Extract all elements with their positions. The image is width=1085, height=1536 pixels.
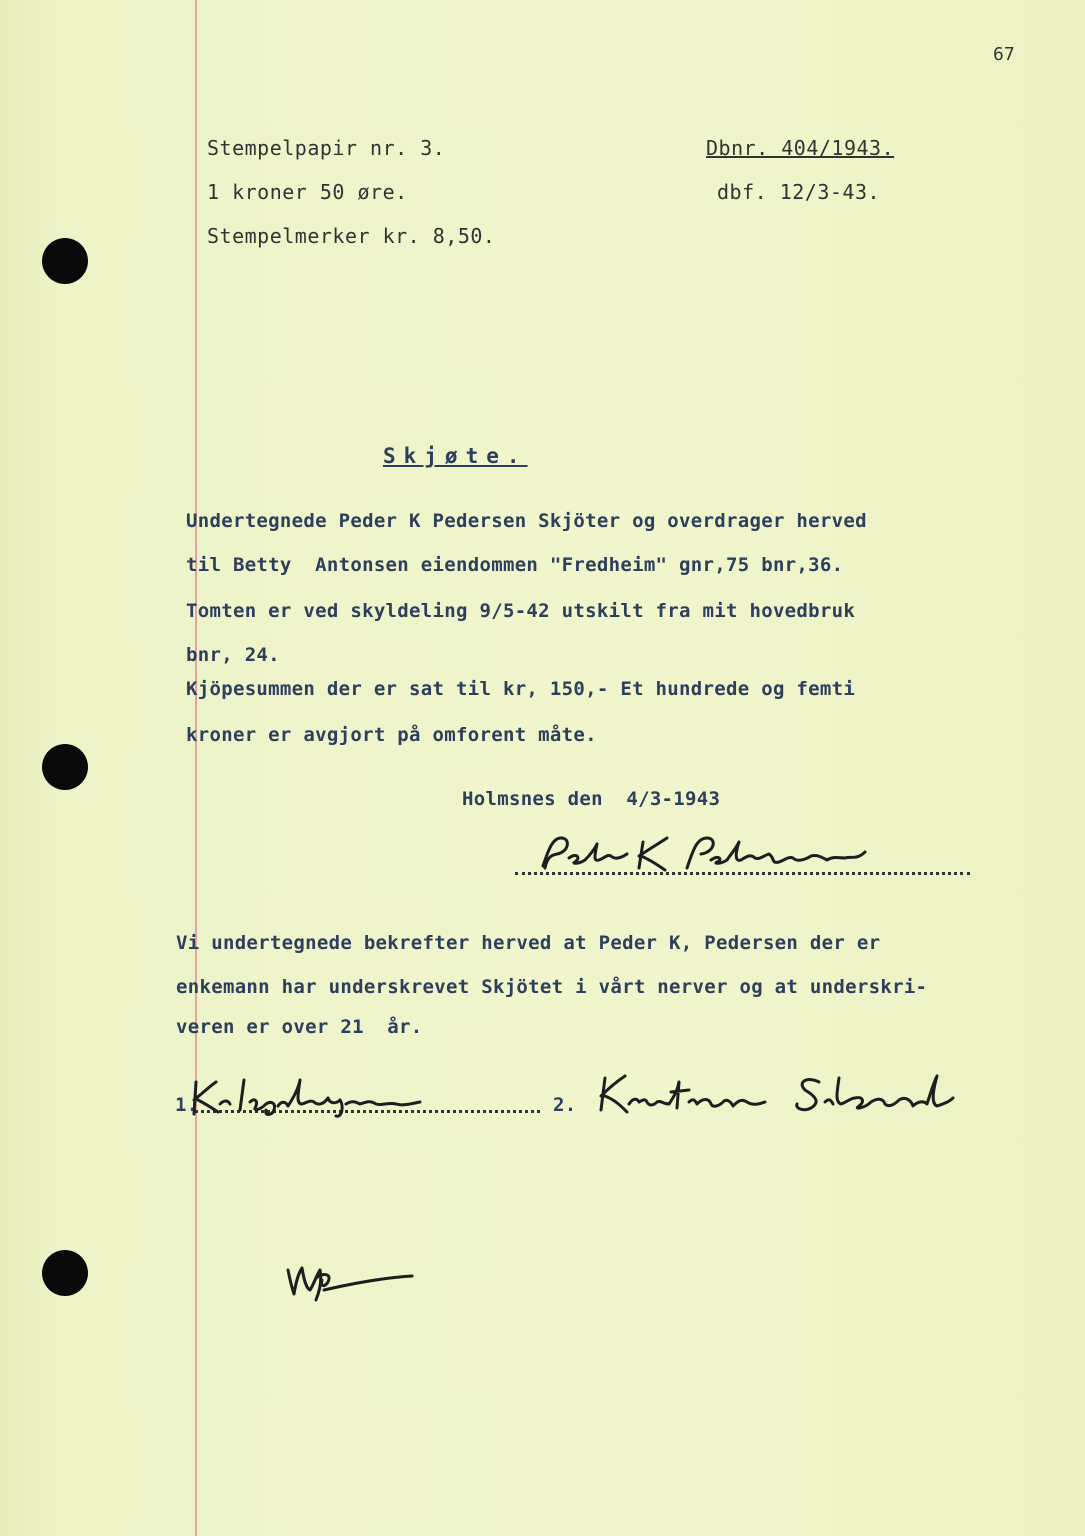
stamp-marks-line: Stempelmerker kr. 8,50. [207,224,496,248]
paragraph2-line1: Vi undertegnede bekrefter herved at Peder K, Pedersen der er [176,932,881,954]
margin-line [195,0,197,1536]
price-line: 1 kroner 50 øre. [207,180,408,204]
punch-hole-middle [42,744,88,790]
page-number: 67 [993,44,1015,65]
paragraph1-line5: Kjöpesummen der er sat til kr, 150,- Et hundrede og femti [186,678,856,700]
paragraph1-line6: kroner er avgjort på omforent måte. [186,724,597,746]
stamp-paper-line: Stempelpapir nr. 3. [207,136,446,160]
punch-hole-top [42,238,88,284]
paragraph1-line2: til Betty Antonsen eiendommen "Fredheim" gnr,75 bnr,36. [186,554,844,576]
registration-date: dbf. 12/3-43. [717,180,881,204]
document-number: Dbnr. 404/1943. [706,136,895,160]
witness2-signature [593,1068,993,1122]
paragraph2-line2: enkemann har underskrevet Skjötet i vårt nerver og at underskri- [176,976,928,998]
witness2-number: 2. [553,1094,577,1116]
witness1-number: 1. [175,1094,199,1116]
paragraph1-line1: Undertegnede Peder K Pedersen Skjöter og overdrager herved [186,510,867,532]
punch-hole-bottom [42,1250,88,1296]
document-title: Skjøte. [383,444,528,468]
paragraph1-line4: bnr, 24. [186,644,280,666]
seller-signature [535,828,905,876]
paragraph1-line3: Tomten er ved skyldeling 9/5-42 utskilt fra mit hovedbruk [186,600,856,622]
place-date: Holmsnes den 4/3-1943 [462,788,721,810]
witness1-signature [190,1070,430,1120]
paragraph2-line3: veren er over 21 år. [176,1016,423,1038]
initials-signature [280,1250,420,1310]
